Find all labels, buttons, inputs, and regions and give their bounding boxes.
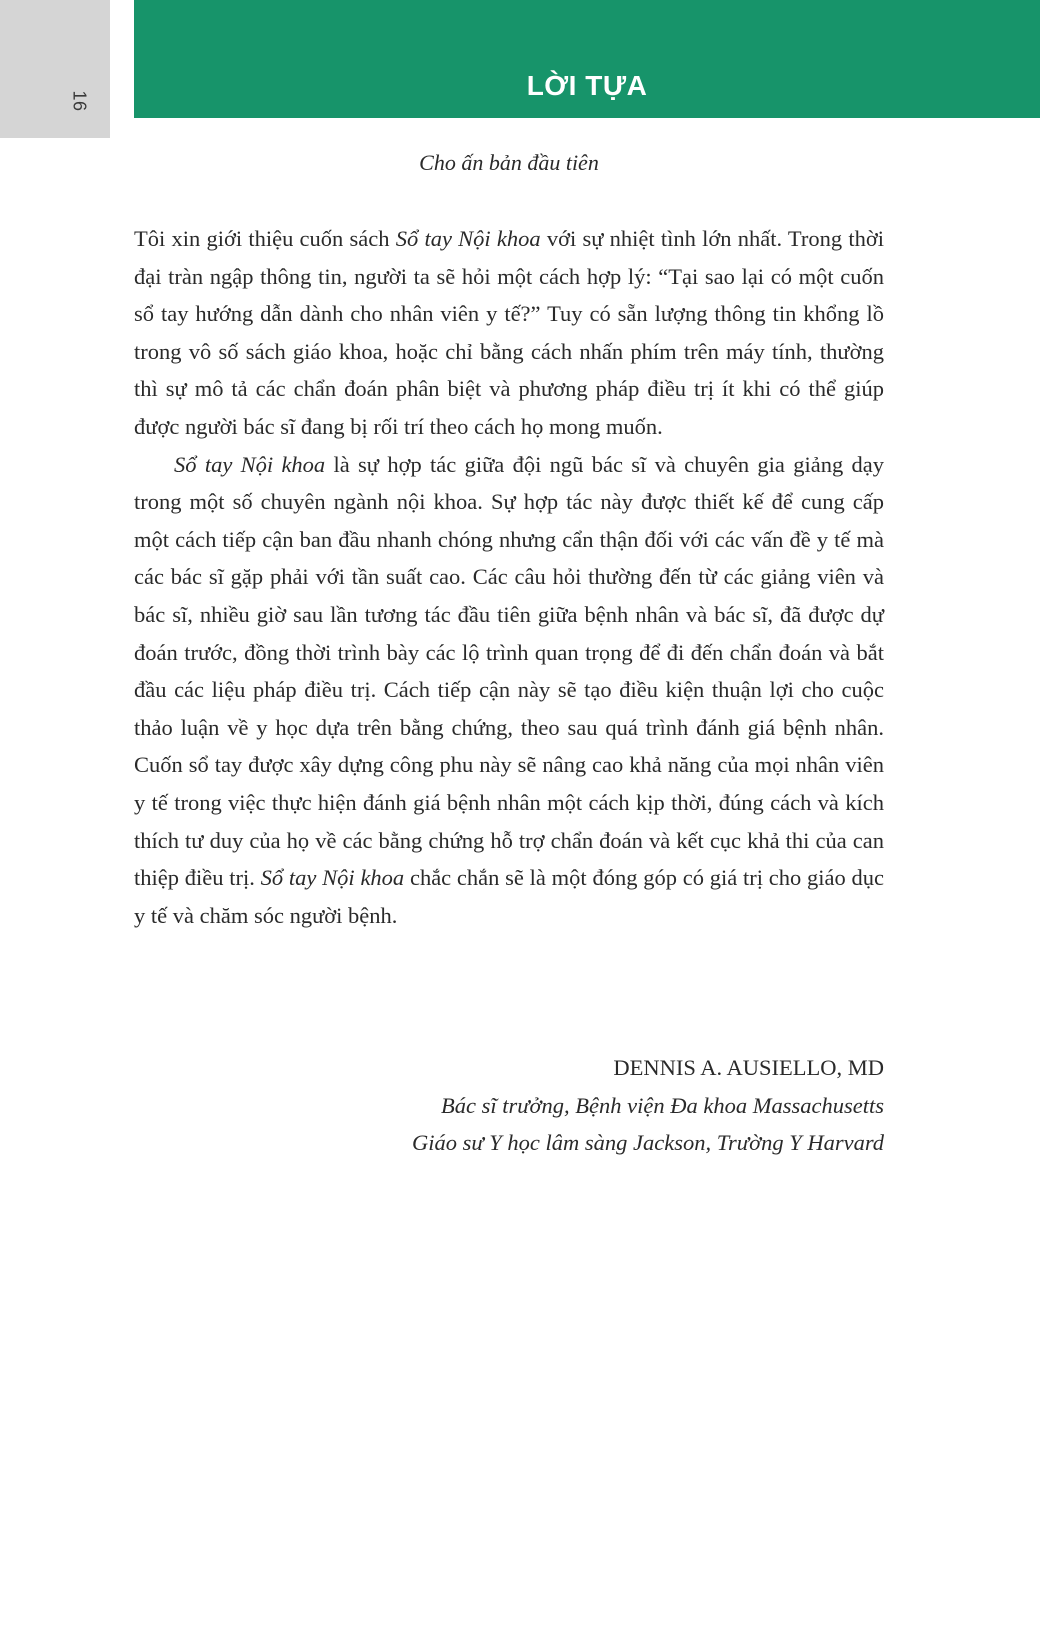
signature-role-1: Bác sĩ trưởng, Bệnh viện Đa khoa Massachusetts (441, 1092, 884, 1118)
paragraph-1 (134, 220, 884, 446)
paragraph-1-text-a: Tôi xin giới thiệu cuốn sách (134, 226, 396, 251)
preface-body (134, 220, 884, 934)
page-number: 16 (69, 90, 90, 112)
book-title-italic: Sổ tay Nội khoa (174, 451, 326, 477)
book-title-italic: Sổ tay Nội khoa (260, 865, 405, 891)
paragraph-2 (134, 446, 884, 935)
signature-role-2: Giáo sư Y học lâm sàng Jackson, Trường Y Harvard (412, 1130, 884, 1156)
page-number-tab (0, 0, 110, 138)
chapter-subtitle: Cho ấn bản đầu tiên (419, 150, 599, 175)
paragraph-2-text-a: là sự hợp tác giữa đội ngũ bác sĩ và chuyên gia giảng dạy trong một số chuyên ngành nội khoa. Sự hợp tác này được thiết kế để cung cấp một cách tiếp cận ban đầu nhanh chóng nhưng cẩn thận đối với các vấn đề y tế mà các bác sĩ gặp phải với tần suất cao. Các câu hỏi thường đến từ các giảng viên và bác sĩ, nhiều giờ sau lần tương tác đầu tiên giữa bệnh nhân và bác sĩ, đã được dự đoán trước, đồng thời trình bày các lộ trình quan trọng để đi đến chẩn đoán và bắt đầu các liệu pháp điều trị. Cách tiếp cận này sẽ tạo điều kiện thuận lợi cho cuộc thảo luận về y học dựa trên bằng chứng, theo sau quá trình đánh giá bệnh nhân. Cuốn sổ tay được xây dựng công phu này sẽ nâng cao khả năng của mọi nhân viên y tế trong việc thực hiện đánh giá bệnh nhân một cách kịp thời, đúng cách và kích thích tư duy của họ về các bằng chứng hỗ trợ chẩn đoán và kết cục khả thi của can thiệp điều trị. (134, 451, 884, 891)
paragraph-1-text-b: với sự nhiệt tình lớn nhất. Trong thời đại tràn ngập thông tin, người ta sẽ hỏi một cách hợp lý: “Tại sao lại có một cuốn sổ tay hướng dẫn dành cho nhân viên y tế?” Tuy có sẵn lượng thông tin khổng lồ trong vô số sách giáo khoa, hoặc chỉ bằng cách nhấn phím trên máy tính, thường thì sự mô tả các chẩn đoán phân biệt và phương pháp điều trị ít khi có thể giúp được người bác sĩ đang bị rối trí theo cách họ mong muốn. (134, 226, 885, 439)
signature-block (134, 1049, 884, 1162)
chapter-header-band (134, 0, 1040, 118)
book-title-italic: Sổ tay Nội khoa (395, 226, 541, 251)
signature-name: DENNIS A. AUSIELLO, MD (613, 1055, 884, 1080)
chapter-title: LỜI TỰA (526, 70, 648, 101)
paragraph-2-text-b: chắc chắn sẽ là một đóng góp có giá trị cho giáo dục y tế và chăm sóc người bệnh. (134, 865, 884, 928)
